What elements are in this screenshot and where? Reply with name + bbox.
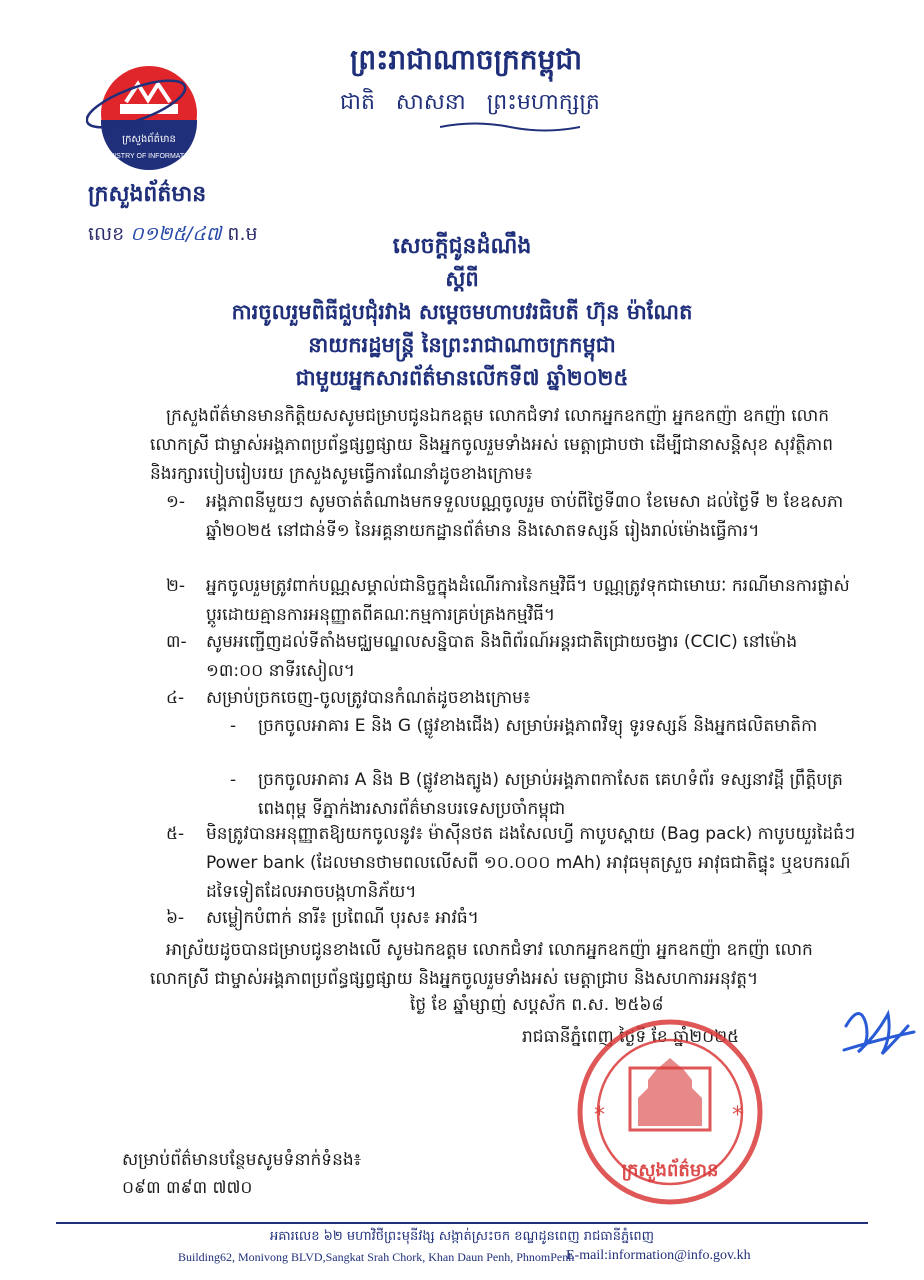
svg-text:*: * <box>594 1103 605 1128</box>
list-item <box>166 904 856 933</box>
item-text: អ្នកចូលរួមត្រូវពាក់បណ្ណសម្គាល់ជានិច្ចក្នុងដំណើរការនៃកម្មវិធី។ បណ្ណត្រូវទុកជាមោឃៈ ករណីមានការផ្លាស់ប្តូរដោយគ្មានការអនុញ្ញាតពីគណៈកម្មការគ្រប់គ្រងកម្មវិធី។ <box>206 576 850 625</box>
footer-address-khmer: អគារលេខ ៦២ មហាវិថីព្រះមុនីវង្ស សង្កាត់ស្រះចក ខណ្ឌដូនពេញ រាជធានីភ្នំពេញ <box>270 1229 654 1244</box>
intro-paragraph: ក្រសួងព័ត៌មានមានកិត្តិយសសូមជម្រាបជូនឯកឧត្តម លោកជំទាវ លោកអ្នកឧកញ៉ា អ្នកឧកញ៉ា ឧកញ៉ា លោក លោកស្រី ជាម្ចាស់អង្គភាពប្រព័ន្ធផ្សព្វផ្សាយ និងអ្នកចូលរួមទាំងអស់ មេត្តាជ្រាបថា ដើម្បីជានាសន្តិសុខ សុវត្ថិភាព និងរក្សារបៀបរៀបរយ ក្រសួងសូមធ្វើការណែនាំដូចខាងក្រោម៖ <box>150 406 834 484</box>
solar-date: រាជធានីភ្នំពេញ ថ្ងៃទី ខែ ឆ្នាំ២០២៥ <box>522 1027 740 1047</box>
sub-item-text: ច្រកចូលអាគារ E និង G (ផ្លូវខាងជើង) សម្រាប់អង្គភាពវិទ្យុ ទូរទស្សន៍ និងអ្នកផលិតមាតិកា <box>258 716 818 736</box>
item-text: សូមអញ្ជើញដល់ទីតាំងមជ្ឈមណ្ឌលសន្និបាត និងពិព័រណ៍អន្តរជាតិជ្រោយចង្វារ (CCIC) នៅម៉ោង ១៣:០០ នាទីរសៀល។ <box>206 632 798 681</box>
seal-text: ក្រសួងព័ត៌មាន <box>621 1160 719 1181</box>
item-number: ១- <box>166 492 186 512</box>
contact-block <box>122 1146 361 1202</box>
title-line-5: ជាមួយអ្នកសារព័ត៌មានលើកទី៧ ឆ្នាំ២០២៥ <box>295 366 629 390</box>
item-text: សម្រាប់ច្រកចេញ-ចូលត្រូវបានកំណត់ដូចខាងក្រោម៖ <box>206 688 531 708</box>
national-motto: ជាតិ សាសនា ព្រះមហាក្សត្រ <box>340 90 600 115</box>
ref-number: ០១២៥/៤៧ <box>130 223 222 245</box>
list-item <box>166 684 856 713</box>
sub-list-item <box>230 712 850 741</box>
list-item <box>166 820 856 907</box>
sub-item-dash: - <box>230 716 237 736</box>
contact-phone: ០៩៣ ៣៩៣ ៧៧០ <box>122 1178 253 1198</box>
list-item <box>166 488 856 546</box>
title-line-2: ស្តីពី <box>445 267 479 291</box>
official-seal <box>572 1018 768 1208</box>
ref-suffix: ព.ម <box>227 223 258 245</box>
item-number: ២- <box>166 576 186 596</box>
item-text: សម្លៀកបំពាក់ នារី៖ ប្រពៃណី បុរស៖ អាវធំ។ <box>206 908 479 928</box>
notice-title <box>0 230 924 395</box>
lunar-date: ថ្ងៃ ខែ ឆ្នាំម្សាញ់ សប្តស័ក ព.ស. ២៥៦៨ <box>410 995 664 1015</box>
item-text: មិនត្រូវបានអនុញ្ញាតឱ្យយកចូលនូវ៖ ម៉ាស៊ីនថត ដងសែលហ្វី កាបូបស្ពាយ (Bag pack) កាបូបយួរដៃធំៗ Power bank (ដែលមានថាមពលលើសពី ១០.០០០ mAh) អាវុធមុតស្រួច អាវុធជាតិផ្ទុះ ឬឧបករណ៍ដទៃទៀតដែលអាចបង្កហានិភ័យ។ <box>206 824 856 902</box>
ref-prefix: លេខ <box>88 223 125 245</box>
item-number: ៤- <box>166 688 185 708</box>
list-item <box>166 628 856 686</box>
ministry-logo <box>86 62 212 184</box>
title-line-3: ការចូលរួមពិធីជួបជុំរវាង សម្តេចមហាបវរធិបតី ហ៊ុន ម៉ាណែត <box>231 300 693 324</box>
item-number: ៥- <box>166 824 185 844</box>
item-number: ៦- <box>166 908 185 928</box>
item-text: អង្គភាពនីមួយៗ សូមចាត់តំណាងមកទទួលបណ្ណចូលរួម ចាប់ពីថ្ងៃទី៣០ ខែមេសា ដល់ថ្ងៃទី ២ ខែឧសភា ឆ្នាំ២០២៥ នៅជាន់ទី១ នៃអគ្គនាយកដ្ឋានព័ត៌មាន និងសោតទស្សន៍ រៀងរាល់ម៉ោងធ្វើការ។ <box>206 492 844 541</box>
kingdom-heading: ព្រះរាជាណាចក្រកម្ពុជា <box>350 43 583 76</box>
item-number: ៣- <box>166 632 187 652</box>
logo-english-text: MINISTRY OF INFORMATION <box>101 153 197 160</box>
ornament-divider <box>440 120 580 134</box>
svg-text:*: * <box>732 1103 743 1128</box>
sub-item-dash: - <box>230 770 237 790</box>
signature <box>836 996 920 1072</box>
sub-list-item <box>230 766 850 824</box>
contact-label: សម្រាប់ព័ត៌មានបន្ថែមសូមទំនាក់ទំនង៖ <box>122 1150 362 1170</box>
footer-divider <box>56 1222 868 1224</box>
logo-khmer-text: ក្រសួងព័ត៌មាន <box>122 134 176 145</box>
title-line-1: សេចក្តីជូនដំណឹង <box>392 234 532 259</box>
title-line-4: នាយករដ្ឋមន្ត្រី នៃព្រះរាជាណាចក្រកម្ពុជា <box>308 333 616 357</box>
footer-address-english: Building62, Monivong BLVD,Sangkat Srah Chork, Khan Daun Penh, PhnomPenh <box>178 1250 575 1264</box>
footer-email: E-mail:information@info.gov.kh <box>566 1248 751 1263</box>
ministry-name: ក្រសួងព័ត៌មាន <box>88 182 207 207</box>
closing-paragraph: អាស្រ័យដូចបានជម្រាបជូនខាងលើ សូមឯកឧត្តម លោកជំទាវ លោកអ្នកឧកញ៉ា អ្នកឧកញ៉ា ឧកញ៉ា លោក លោកស្រី ជាម្ចាស់អង្គភាពប្រព័ន្ធផ្សព្វផ្សាយ និងអ្នកចូលរួមទាំងអស់ មេត្តាជ្រាប និងសហការអនុវត្ត។ <box>150 940 813 989</box>
sub-item-text: ច្រកចូលអាគារ A និង B (ផ្លូវខាងត្បូង) សម្រាប់អង្គភាពកាសែត គេហទំព័រ ទស្សនាវដ្តី ព្រឹត្តិបត្រ ពេងពុម្ព ទីភ្នាក់ងារសារព័ត៌មានបរទេសប្រចាំកម្ពុជា <box>258 770 843 819</box>
list-item <box>166 572 856 630</box>
